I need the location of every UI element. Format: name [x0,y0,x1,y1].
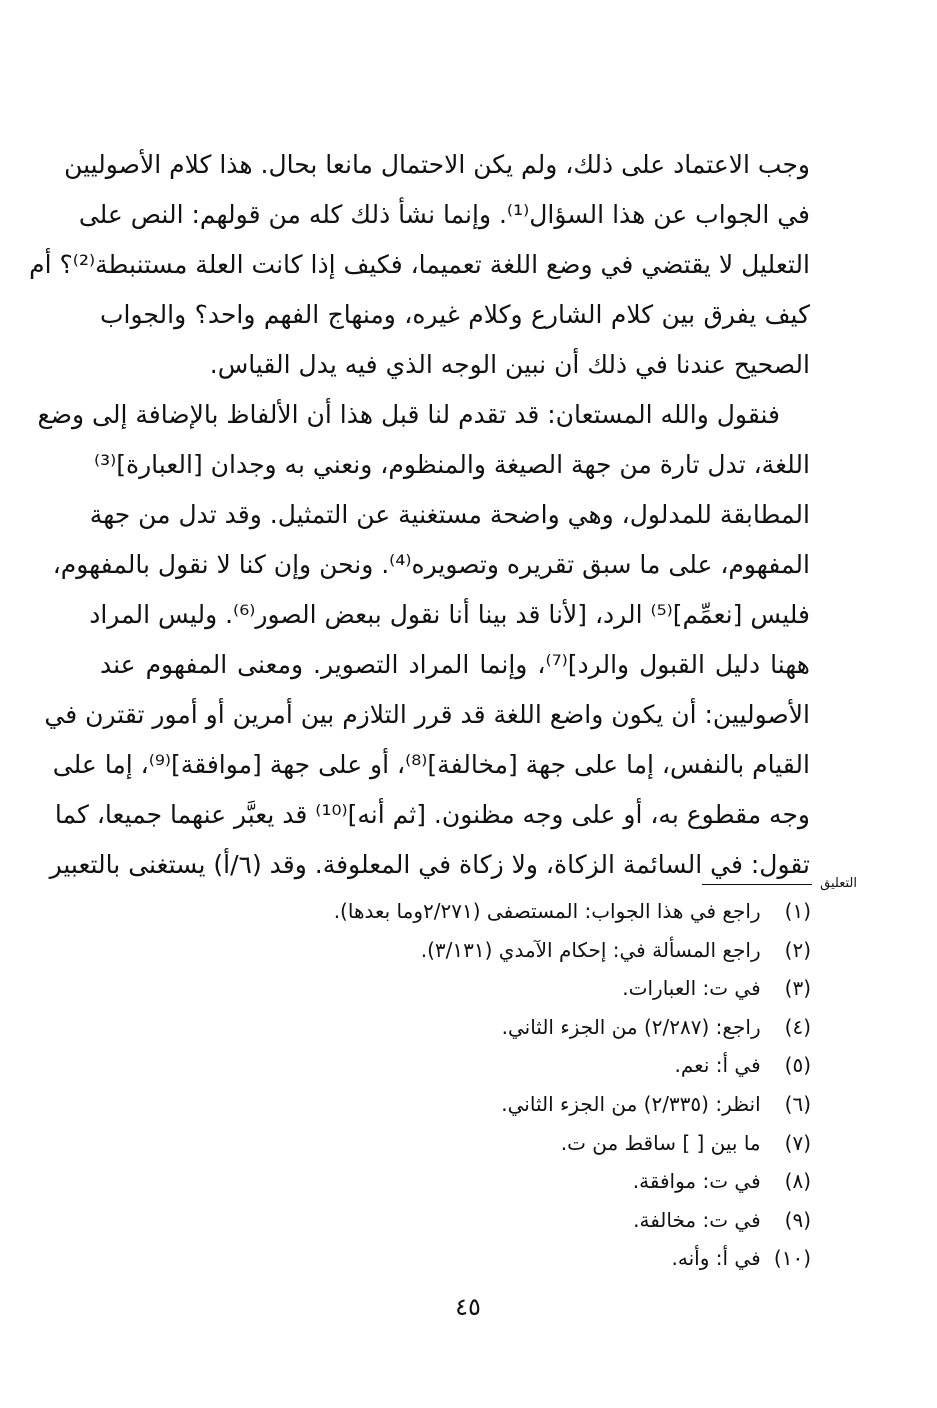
footnote-item [291,892,811,931]
footnote-number: (٥) [784,1053,811,1078]
footnote-item [291,969,811,1008]
text-line: تقول: في السائمة الزكاة، ولا زكاة في المعلوفة. وقد (٦/أ) يستغنى بالتعبير [49,850,810,879]
footnote-number: (٨) [784,1169,811,1194]
text-line: التعليل لا يقتضي في وضع اللغة تعميما، فكيف إذا كانت العلة مستنبطة⁽²⁾؟ أم [29,250,810,279]
footnote-text: راجع المسألة في: إحكام الآمدي (٣/١٣١). [420,937,761,962]
footnote-text: ما بين [ ] ساقط من ت. [560,1130,761,1155]
footnote-text: في ت: مخالفة. [633,1207,761,1232]
text-line: في الجواب عن هذا السؤال⁽¹⁾. وإنما نشأ ذلك كله من قولهم: النص على [78,200,810,229]
footnote-text: راجع في هذا الجواب: المستصفى (٢/٢٧١وما بعدها). [333,899,761,923]
text-line: المفهوم، على ما سبق تقريره وتصويره⁽⁴⁾. ونحن وإن كنا لا نقول بالمفهوم، [52,550,810,579]
footnote-rule [702,884,812,885]
page-number: ٤٥ [455,1293,481,1321]
text-line: الصحيح عندنا في ذلك أن نبين الوجه الذي فيه يدل القياس. [209,350,810,379]
footnote-item [291,1201,811,1240]
footnote-number: (٢) [784,937,811,962]
text-line: وجه مقطوع به، أو على وجه مظنون. [ثم أنه]⁽¹⁰⁾ قد يعبَّر عنهما جميعا، كما [54,800,810,829]
footnote-item [291,1239,811,1278]
footnote-item [291,1085,811,1124]
footnote-item [291,931,811,970]
footnote-text: في ت: موافقة. [632,1169,761,1194]
footnote-item [291,1162,811,1201]
footnote-text: في أ: نعم. [674,1053,761,1078]
footnote-separator [702,876,857,890]
text-line: المطابقة للمدلول، وهي واضحة مستغنية عن التمثيل. وقد تدل من جهة [89,500,810,529]
text-line: كيف يفرق بين كلام الشارع وكلام غيره، ومنهاج الفهم واحد؟ والجواب [100,300,810,329]
text-line: وجب الاعتماد على ذلك، ولم يكن الاحتمال مانعا بحال. هذا كلام الأصوليين [64,150,810,179]
text-line: فنقول والله المستعان: قد تقدم لنا قبل هذا أن الألفاظ بالإضافة إلى وضع [37,400,780,429]
footnote-number: (٤) [784,1014,811,1039]
footnote-number: (٧) [784,1130,811,1155]
footnote-item [291,1008,811,1047]
text-line: فليس [نعمِّم]⁽⁵⁾ الرد، [لأنا قد بينا أنا نقول ببعض الصور⁽⁶⁾. وليس المراد [89,600,810,629]
footnote-number: (٩) [784,1207,811,1232]
footnote-number: (٣) [784,976,811,1001]
footnote-text: في أ: وأنه. [671,1246,761,1271]
text-line: ههنا دليل القبول والرد]⁽⁷⁾، وإنما المراد التصوير. ومعنى المفهوم عند [100,650,810,679]
footnote-item [291,1124,811,1163]
footnote-number: (٦) [784,1091,811,1116]
text-line: الأصوليين: أن يكون واضع اللغة قد قرر التلازم بين أمرين أو أمور تقترن في [44,700,810,729]
footnote-number: (١٠) [773,1246,811,1271]
body-text [29,140,810,890]
footnotes [291,892,811,1278]
footnote-text: انظر: (٢/٣٣٥) من الجزء الثاني. [501,1091,761,1116]
footnote-number: (١) [784,899,811,923]
footnote-text: راجع: (٢/٢٨٧) من الجزء الثاني. [501,1014,761,1039]
text-line: القيام بالنفس، إما على جهة [مخالفة]⁽⁸⁾، أو على جهة [موافقة]⁽⁹⁾، إما على [52,750,810,779]
footnote-heading: التعليق [820,876,857,891]
footnote-item [291,1046,811,1085]
text-line: اللغة، تدل تارة من جهة الصيغة والمنظوم، ونعني به وجدان [العبارة]⁽³⁾ [93,450,810,479]
footnote-text: في ت: العبارات. [622,976,761,1001]
